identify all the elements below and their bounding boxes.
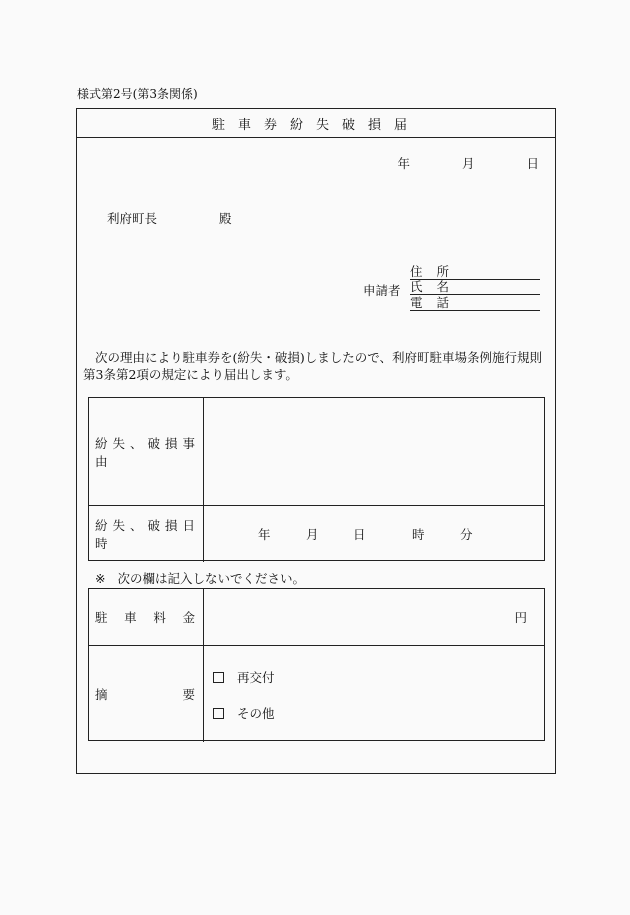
fee-row — [89, 589, 544, 646]
reason-table — [88, 397, 545, 561]
remarks-head-cell — [89, 646, 204, 742]
office-use-note — [95, 569, 305, 587]
reason-row — [89, 398, 544, 506]
dt-minute-label: 分 — [460, 527, 473, 542]
reason-label: 紛失、破損事由 — [95, 435, 201, 469]
reissue-checkbox[interactable] — [213, 672, 224, 683]
reissue-label: 再交付 — [237, 670, 275, 685]
fee-head-cell — [89, 589, 204, 645]
yen-label: 円 — [514, 610, 527, 625]
applicant-label: 申請者 — [363, 283, 401, 298]
fee-char: 料 — [153, 610, 166, 625]
reason-input-cell[interactable] — [205, 398, 544, 505]
note-text: 次の欄は記入しないでください。 — [117, 571, 305, 586]
dt-month-label: 月 — [306, 527, 319, 542]
addressee-honorific: 殿 — [219, 211, 232, 226]
name-label: 氏名 — [410, 279, 464, 294]
other-label: その他 — [237, 706, 275, 721]
remarks-char: 摘 — [95, 687, 108, 702]
datetime-head-cell — [89, 506, 204, 562]
datetime-label: 紛失、破損日時 — [95, 518, 201, 551]
form-title: 駐車券紛失破損届 — [77, 109, 555, 138]
form-number-label: 様式第2号(第3条関係) — [77, 87, 198, 101]
date-day-label: 日 — [526, 156, 539, 171]
other-checkbox[interactable] — [213, 708, 224, 719]
address-label: 住所 — [410, 264, 464, 279]
statement-text: 次の理由により駐車券を(紛失・破損)しましたので、利府町駐車場条例施行規則第3条第2項の規定により届出します。 — [83, 350, 543, 382]
reason-head-cell — [89, 398, 204, 505]
other-option[interactable] — [213, 704, 275, 722]
remarks-char: 要 — [182, 687, 195, 702]
remarks-row — [89, 646, 544, 742]
remarks-label — [95, 685, 195, 703]
addressee-name: 利府町長 — [107, 211, 158, 226]
fee-table — [88, 588, 545, 741]
fee-char: 車 — [124, 610, 137, 625]
datetime-row — [89, 506, 544, 562]
date-line — [371, 154, 539, 172]
dt-hour-label: 時 — [412, 527, 425, 542]
fee-char: 駐 — [95, 610, 108, 625]
remarks-options-cell — [205, 646, 544, 742]
fee-char: 金 — [182, 610, 195, 625]
date-year-label: 年 — [397, 156, 410, 171]
dt-day-label: 日 — [353, 527, 366, 542]
phone-field[interactable] — [410, 295, 540, 311]
addressee — [107, 209, 232, 227]
phone-label: 電話 — [410, 295, 464, 310]
reissue-option[interactable] — [213, 668, 275, 686]
form-frame — [76, 108, 556, 774]
fee-label — [95, 608, 195, 626]
date-month-label: 月 — [461, 156, 475, 171]
note-mark: ※ — [95, 571, 106, 586]
dt-year-label: 年 — [258, 527, 271, 542]
